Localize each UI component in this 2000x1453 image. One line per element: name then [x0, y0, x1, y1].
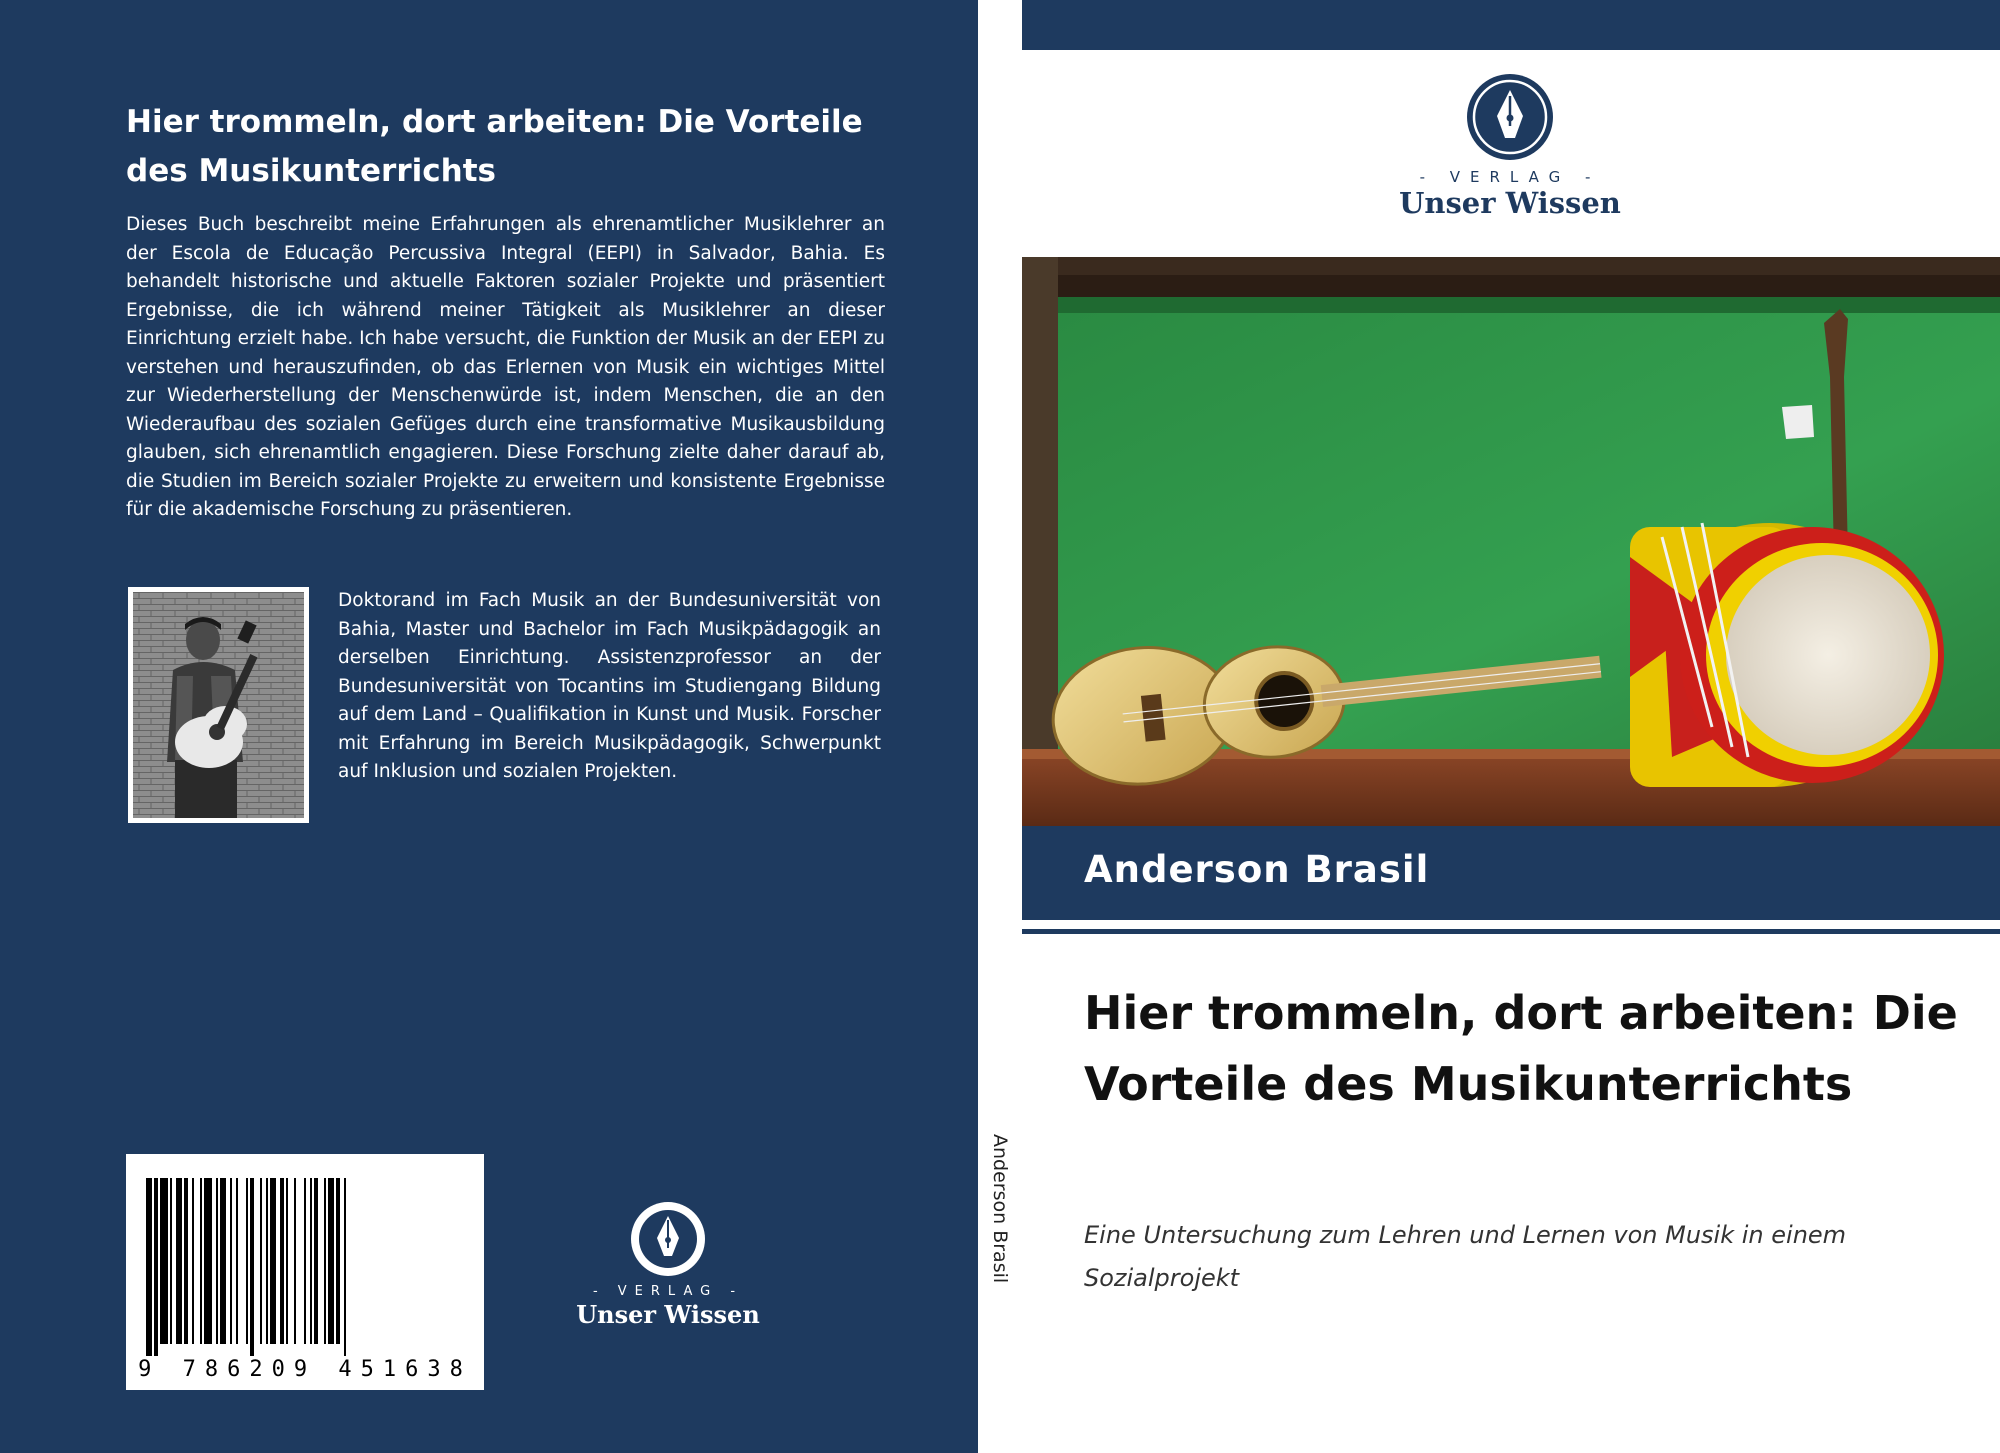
barcode-bar [344, 1178, 346, 1356]
publisher-emblem-icon [629, 1200, 707, 1278]
barcode-bar [286, 1178, 288, 1344]
fountain-pen-nib-icon [1465, 72, 1555, 162]
barcode-bar [310, 1178, 312, 1344]
back-cover-blurb: Dieses Buch beschreibt meine Erfahrungen als ehrenamtlicher Musiklehrer an der Escola de Educação Percussiva Integral (EEPI) in Salvador, Bahia. Es behandelt historische und aktuelle Faktoren sozialer Projekte und präsentiert Ergebnisse, die ich während meiner Tätigkeit als Musiklehrer an dieser Einrichtung erzielt habe. Ich habe versucht, die Funktion der Musik an der EEPI zu verstehen und herauszufinden, ob das Erlernen von Musik ein wichtiges Mittel zur Wiederherstellung der Menschenwürde ist, indem Menschen, die an den Wiederaufbau des sozialen Gefüges durch eine transformative Musikausbildung glauben, sich ehrenamtlich engagieren. Diese Forschung zielte daher darauf ab, die Studien im Bereich sozialer Projekte zu erweitern und konsistente Ergebnisse für die akademische Forschung zu präsentieren. [126, 214, 885, 520]
front-author-name: Anderson Brasil [1084, 848, 1430, 891]
barcode-bar [270, 1178, 276, 1344]
barcode-bar [200, 1178, 202, 1344]
barcode-bar [324, 1178, 326, 1344]
divider-line [1022, 929, 2000, 934]
back-logo-brand: Unser Wissen [576, 1300, 760, 1329]
isbn-barcode [126, 1154, 484, 1390]
barcode-bar [204, 1178, 212, 1344]
barcode-bar [328, 1178, 334, 1344]
back-cover-title: Hier trommeln, dort arbeiten: Die Vorteile des Musikunterrichts [126, 104, 863, 189]
barcode-bar [154, 1178, 158, 1356]
barcode-bar [170, 1178, 172, 1344]
barcode-bar [216, 1178, 218, 1344]
front-logo-verlag: - VERLAG - [1419, 168, 1601, 186]
barcode-bar [176, 1178, 182, 1344]
instruments-photo-image [1022, 257, 2000, 826]
barcode-bar [280, 1178, 284, 1344]
barcode-digits: 9 786209 451638 [138, 1357, 472, 1382]
back-logo-verlag: - VERLAG - [592, 1284, 744, 1299]
barcode-bar [304, 1178, 306, 1344]
front-publisher-logo [1384, 72, 1636, 222]
barcode-bar [250, 1178, 254, 1356]
barcode-bar [336, 1178, 340, 1344]
barcode-bar [220, 1178, 226, 1344]
barcode-bar [236, 1178, 238, 1344]
barcode-bars [146, 1178, 346, 1356]
front-cover [1022, 0, 2000, 1453]
spine-author: Anderson Brasil [989, 1134, 1011, 1284]
barcode-bar [294, 1178, 296, 1344]
front-cover-title: Hier trommeln, dort arbeiten: Die Vorteile des Musikunterrichts [1084, 986, 1958, 1111]
author-bio: Doktorand im Fach Musik an der Bundesuniversität von Bahia, Master und Bachelor im Fach Musikpädagogik an derselben Einrichtung. Assistenzprofessor an der Bundesuniversität von Tocantins im Studiengang Bildung auf dem Land – Qualifikation in Kunst und Musik. Forscher mit Erfahrung im Bereich Musikpädagogik, Schwerpunkt auf Inklusion und sozialen Projekten. [338, 590, 881, 782]
back-publisher-logo [568, 1200, 768, 1330]
front-cover-subtitle: Eine Untersuchung zum Lehren und Lernen von Musik in einem Sozialprojekt [1084, 1221, 1847, 1292]
barcode-bar [230, 1178, 232, 1344]
author-portrait-image [133, 592, 304, 818]
barcode-bar [246, 1178, 248, 1344]
barcode-bar [260, 1178, 262, 1344]
barcode-bar [266, 1178, 268, 1344]
front-logo-brand: Unser Wissen [1399, 186, 1621, 220]
barcode-bar [184, 1178, 188, 1344]
barcode-bar [160, 1178, 168, 1344]
barcode-bar [192, 1178, 194, 1344]
author-photo [128, 587, 309, 823]
barcode-bar [314, 1178, 318, 1344]
cover-photo [1022, 257, 2000, 826]
barcode-bar [146, 1178, 152, 1356]
front-top-bar [1022, 0, 2000, 50]
back-cover [0, 0, 978, 1453]
